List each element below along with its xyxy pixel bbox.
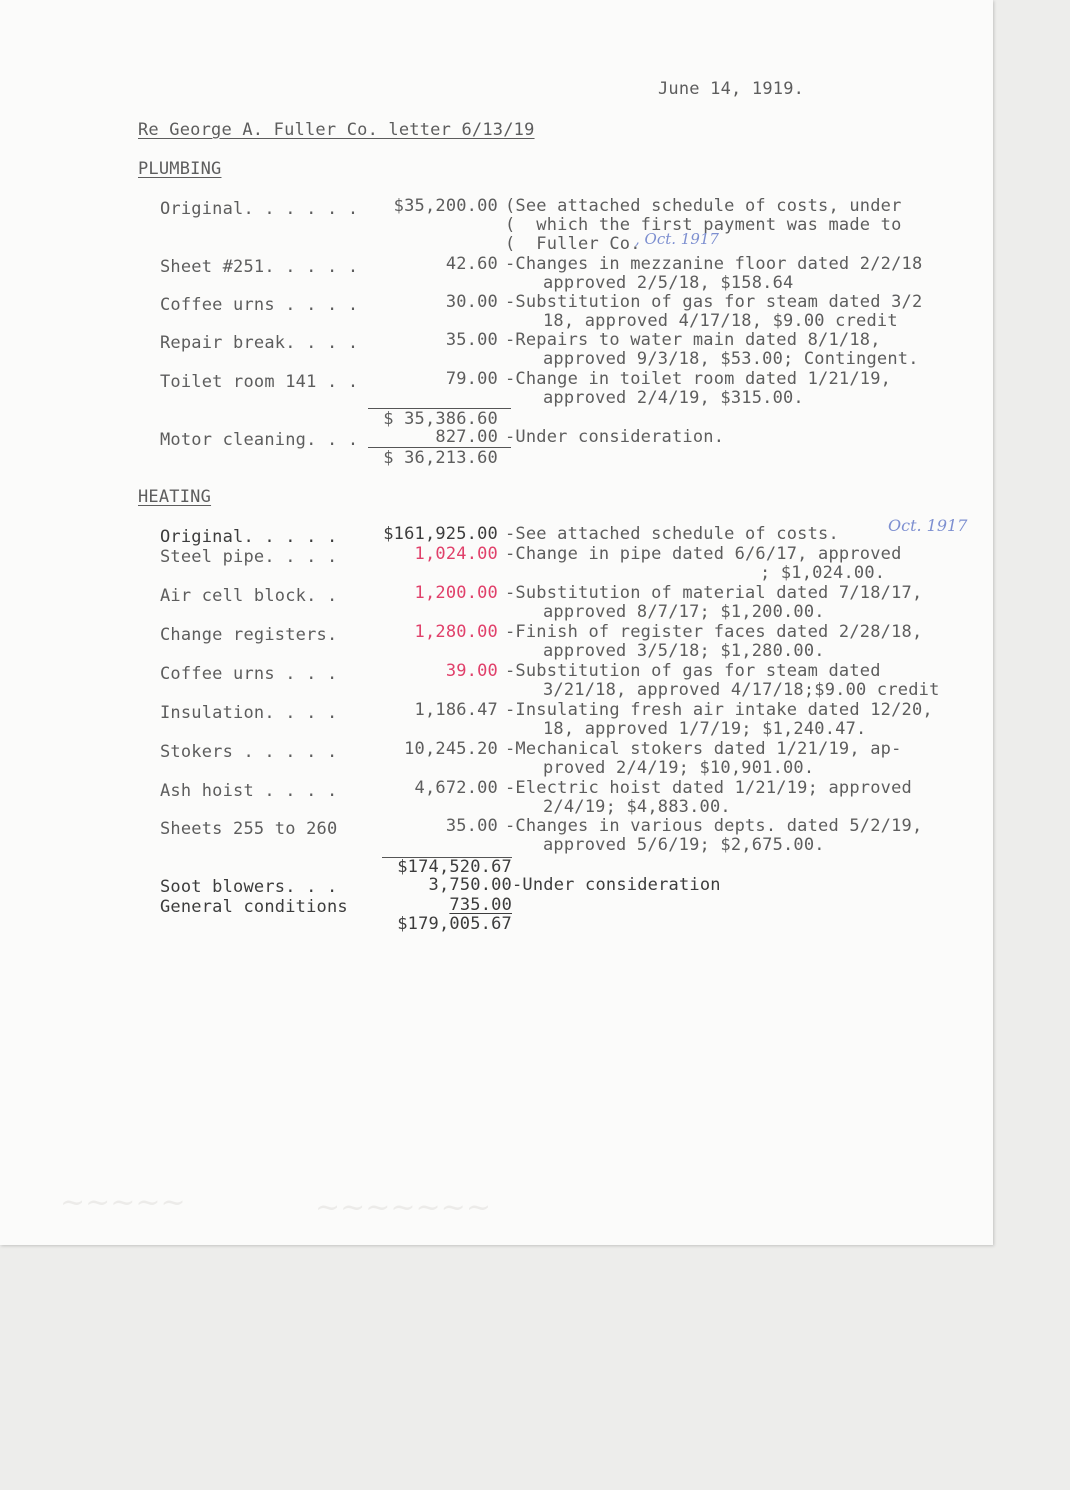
row-label: Original. . . . .: [160, 527, 338, 547]
row-note-line: 18, approved 1/7/19; $1,240.47.: [543, 719, 867, 739]
row-note-line: approved 8/7/17; $1,200.00.: [543, 602, 825, 622]
heating-subtotal: $174,520.67: [397, 857, 512, 877]
plumbing-subtotal: $ 35,386.60: [383, 409, 498, 429]
row-amount: 42.60: [445, 254, 498, 274]
row-note-line: -See attached schedule of costs.: [505, 524, 839, 544]
row-label: Ash hoist . . . .: [160, 781, 338, 801]
row-label: Stokers . . . . .: [160, 742, 338, 762]
row-note-line: ( Fuller Co.: [505, 234, 641, 254]
row-note-line: approved 2/4/19, $315.00.: [543, 388, 804, 408]
row-note-line: 3/21/18, approved 4/17/18;$9.00 credit: [543, 680, 940, 700]
row-note-line: ( which the first payment was made to: [505, 215, 902, 235]
row-label: Sheet #251. . . . .: [160, 257, 359, 277]
subject-line: Re George A. Fuller Co. letter 6/13/19: [138, 120, 535, 140]
row-amount: 735.00: [449, 895, 512, 915]
row-label: Repair break. . . .: [160, 333, 359, 353]
row-note-line: -Repairs to water main dated 8/1/18,: [505, 330, 881, 350]
row-note-line: -Mechanical stokers dated 1/21/19, ap-: [505, 739, 902, 759]
row-amount: 1,280.00: [414, 622, 498, 642]
row-note-line: approved 5/6/19; $2,675.00.: [543, 835, 825, 855]
row-amount: 4,672.00: [414, 778, 498, 798]
bleed-through-mark: ~~~~~: [60, 1185, 186, 1220]
row-label: Coffee urns . . . .: [160, 295, 359, 315]
row-amount: 10,245.20: [404, 739, 498, 759]
row-note-line: 2/4/19; $4,883.00.: [543, 797, 731, 817]
row-note-line: -Substitution of gas for steam dated: [505, 661, 881, 681]
row-note-line: -Change in pipe dated 6/6/17, approved: [505, 544, 902, 564]
row-label: Toilet room 141 . .: [160, 372, 359, 392]
pencil-annotation: Oct. 1917: [888, 516, 968, 535]
row-amount: 35.00: [445, 816, 498, 836]
row-amount: 39.00: [445, 661, 498, 681]
row-amount: 1,186.47: [414, 700, 498, 720]
row-note-line: -Under consideration: [512, 875, 721, 895]
row-amount: 3,750.00: [428, 875, 512, 895]
row-amount: 35.00: [445, 330, 498, 350]
row-note-line: proved 2/4/19; $10,901.00.: [543, 758, 815, 778]
row-note-line: -Under consideration.: [505, 427, 725, 447]
row-note-line: -Finish of register faces dated 2/28/18,: [505, 622, 923, 642]
row-label: Steel pipe. . . .: [160, 547, 338, 567]
row-label: Air cell block. .: [160, 586, 338, 606]
row-amount: 827.00: [435, 427, 498, 447]
row-label: Original. . . . . .: [160, 199, 359, 219]
letter-date: June 14, 1919.: [658, 79, 805, 99]
row-note-line: -Change in toilet room dated 1/21/19,: [505, 369, 892, 389]
row-label: Sheets 255 to 260: [160, 819, 338, 839]
row-note-line: approved 2/5/18, $158.64: [543, 273, 794, 293]
row-note-line: (See attached schedule of costs, under: [505, 196, 902, 216]
row-amount: 1,024.00: [414, 544, 498, 564]
row-note-line: -Changes in various depts. dated 5/2/19,: [505, 816, 923, 836]
row-label: Change registers.: [160, 625, 338, 645]
row-label: General conditions: [160, 897, 348, 917]
row-amount: 1,200.00: [414, 583, 498, 603]
row-label: Soot blowers. . .: [160, 877, 338, 897]
plumbing-heading: PLUMBING: [138, 159, 222, 179]
row-note-line: -Substitution of gas for steam dated 3/2: [505, 292, 923, 312]
row-note-line: ; $1,024.00.: [760, 563, 886, 583]
plumbing-total: $ 36,213.60: [383, 448, 498, 468]
row-amount: $35,200.00: [393, 196, 498, 216]
row-note-line: approved 9/3/18, $53.00; Contingent.: [543, 349, 919, 369]
row-note-line: -Insulating fresh air intake dated 12/20,: [505, 700, 933, 720]
row-note-line: -Changes in mezzanine floor dated 2/2/18: [505, 254, 923, 274]
pencil-annotation: , Oct. 1917: [635, 230, 719, 248]
row-note-line: -Electric hoist dated 1/21/19; approved: [505, 778, 912, 798]
row-note-line: -Substitution of material dated 7/18/17,: [505, 583, 923, 603]
row-label: Motor cleaning. . .: [160, 430, 359, 450]
row-amount: 30.00: [445, 292, 498, 312]
row-note-line: approved 3/5/18; $1,280.00.: [543, 641, 825, 661]
heating-heading: HEATING: [138, 487, 212, 507]
row-label: Coffee urns . . .: [160, 664, 338, 684]
bleed-through-mark: ~~~~~~~: [315, 1190, 491, 1225]
row-amount: $161,925.00: [383, 524, 498, 544]
row-note-line: 18, approved 4/17/18, $9.00 credit: [543, 311, 898, 331]
row-label: Insulation. . . .: [160, 703, 338, 723]
row-amount: 79.00: [445, 369, 498, 389]
heating-total: $179,005.67: [397, 914, 512, 934]
